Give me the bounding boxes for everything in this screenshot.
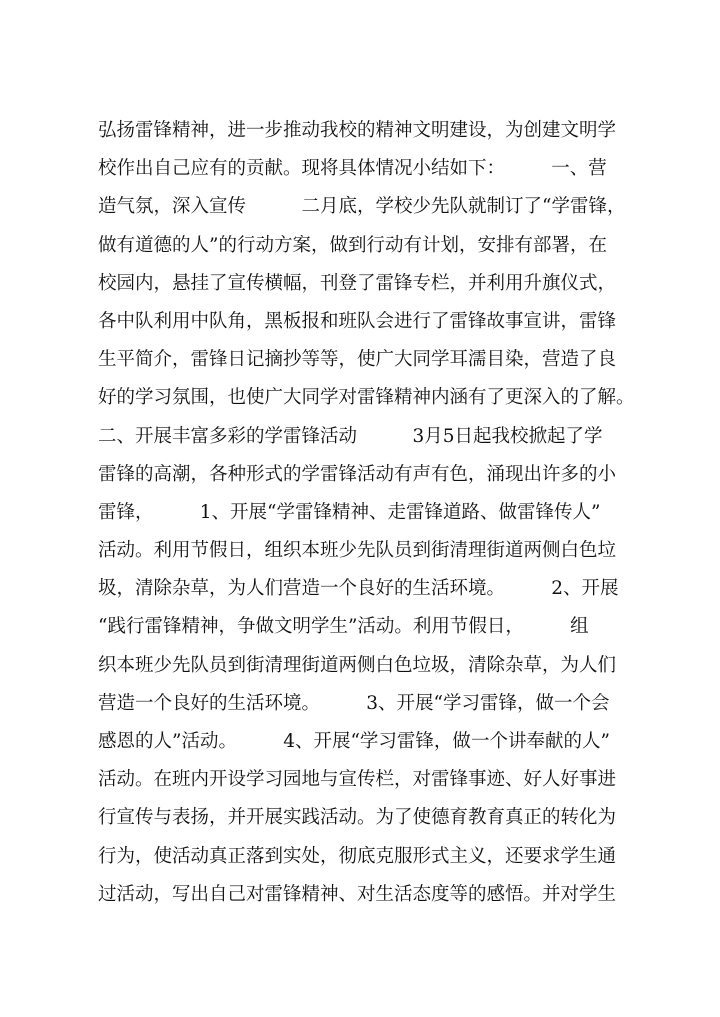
text-line: 校作出自己应有的贡献。现将具体情况小结如下： 一、营 xyxy=(98,158,607,180)
text-line: 行为，使活动真正落到实处，彻底克服形式主义，还要求学生通 xyxy=(98,845,617,867)
text-line: 雷锋的高潮，各种形式的学雷锋活动有声有色，涌现出许多的小 xyxy=(98,463,617,485)
text-line: 活动。在班内开设学习园地与宣传栏，对雷锋事迹、好人好事进 xyxy=(98,769,617,791)
text-line: 营造一个良好的生活环境。 3、开展“学习雷锋，做一个会 xyxy=(98,692,610,714)
text-line: 造气氛，深入宣传 二月底，学校少先队就制订了“学雷锋， xyxy=(98,196,626,218)
text-line: 行宣传与表扬，并开展实践活动。为了使德育教育真正的转化为 xyxy=(98,807,617,829)
text-line: 感恩的人”活动。 4、开展“学习雷锋，做一个讲奉献的人” xyxy=(98,731,610,752)
text-line: 各中队利用中队角，黑板报和班队会进行了雷锋故事宣讲，雷锋 xyxy=(98,310,617,332)
text-line: 圾，清除杂草，为人们营造一个良好的生活环境。 2、开展 xyxy=(98,578,619,600)
text-line: 弘扬雷锋精神，进一步推动我校的精神文明建设，为创建文明学 xyxy=(98,120,617,141)
text-line: 过活动，写出自己对雷锋精神、对生活态度等的感悟。并对学生 xyxy=(98,883,617,905)
text-line: 生平简介，雷锋日记摘抄等等，使广大同学耳濡目染，营造了良 xyxy=(98,349,617,371)
text-line: 好的学习氛围，也使广大同学对雷锋精神内涵有了更深入的了解。 xyxy=(98,387,635,409)
text-line: 雷锋， 1、开展“学雷锋精神、走雷锋道路、做雷锋传人” xyxy=(98,501,601,523)
text-line: 校园内，悬挂了宣传横幅，刊登了雷锋专栏，并利用升旗仪式， xyxy=(98,272,617,294)
text-line: 活动。利用节假日，组织本班少先队员到街清理街道两侧白色垃 xyxy=(98,540,617,562)
body-text xyxy=(98,112,658,914)
text-line: 二、开展丰富多彩的学雷锋活动 3月5日起我校掀起了学 xyxy=(98,425,603,447)
text-line: 做有道德的人”的行动方案，做到行动有计划，安排有部署，在 xyxy=(98,234,607,256)
text-line: 织本班少先队员到街清理街道两侧白色垃圾，清除杂草，为人们 xyxy=(98,654,617,676)
text-line: “践行雷锋精神，争做文明学生”活动。利用节假日， 组 xyxy=(98,616,589,638)
